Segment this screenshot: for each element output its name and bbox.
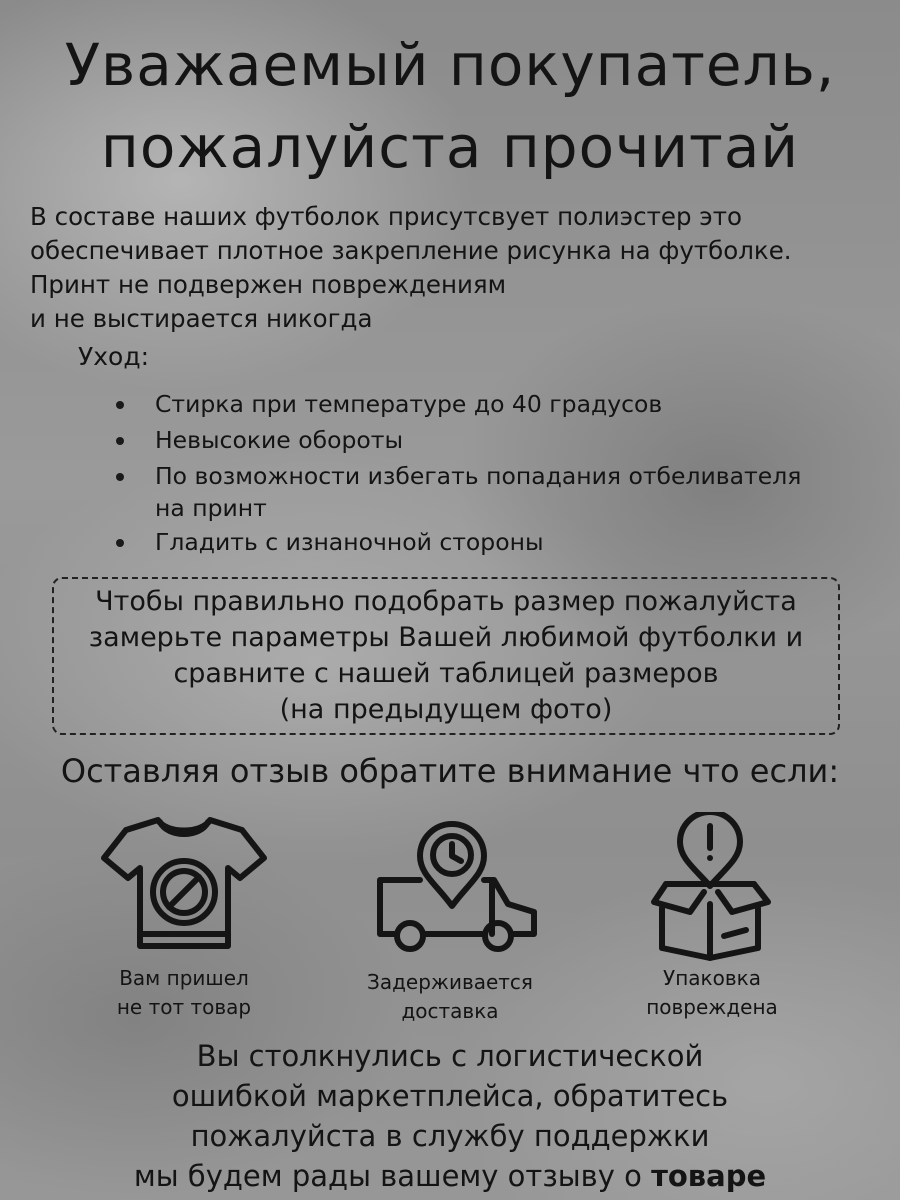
size-note-line: сравните с нашей таблицей размеров [173, 658, 719, 689]
damaged-box-icon [650, 812, 772, 966]
page-subtitle: пожалуйста прочитай [100, 113, 800, 181]
review-heading: Оставляя отзыв обратите внимание что если: [60, 752, 840, 790]
closing-line: ошибкой маркетплейса, обратитесь [171, 1079, 729, 1113]
care-list-item [110, 460, 801, 524]
case-caption-line: доставка [401, 999, 499, 1023]
care-list-item [110, 526, 801, 558]
case-caption-line: Вам пришел [119, 966, 249, 990]
case-caption-wrong-item [94, 964, 274, 1022]
case-caption-line: Задерживается [367, 970, 533, 994]
case-caption-line: Упаковка [663, 966, 761, 990]
care-list-item [110, 424, 801, 456]
intro-line: Принт не подвержен повреждениям [30, 270, 507, 299]
case-caption-line: повреждена [646, 995, 778, 1019]
care-item-text-continued: на принт [155, 494, 267, 522]
care-list [110, 388, 801, 562]
care-item-text: Стирка при температуре до 40 градусов [155, 390, 663, 418]
delivery-truck-clock-icon [374, 818, 544, 962]
care-list-item [110, 388, 801, 420]
care-item-text: По возможности избегать попадания отбеливателя [155, 462, 802, 490]
size-note-line: (на предыдущем фото) [279, 694, 613, 725]
care-item-text: Гладить с изнаночной стороны [155, 528, 544, 556]
intro-line: В составе наших футболок присутсвует полиэстер это [30, 202, 742, 231]
size-note-line: замерьте параметры Вашей любимой футболки и [88, 622, 804, 653]
intro-paragraph [30, 200, 890, 336]
closing-emphasis: товаре [651, 1159, 767, 1193]
case-caption-line: не тот товар [116, 995, 252, 1019]
tshirt-prohibited-icon [98, 812, 270, 958]
intro-line: обеспечивает плотное закрепление рисунка на футболке. [30, 236, 792, 265]
closing-line: пожалуйста в службу поддержки [190, 1119, 710, 1153]
closing-message [0, 1036, 900, 1196]
care-item-text: Невысокие обороты [155, 426, 404, 454]
size-note-text [52, 584, 840, 728]
case-caption-delayed-delivery [350, 968, 550, 1026]
closing-line-final [0, 1156, 900, 1196]
intro-line: и не выстирается никогда [30, 304, 373, 333]
case-caption-damaged-package [612, 964, 812, 1022]
closing-line: Вы столкнулись с логистической [196, 1039, 704, 1073]
size-note-line: Чтобы правильно подобрать размер пожалуйста [95, 586, 797, 617]
closing-line-text: мы будем рады вашему отзыву о [133, 1159, 652, 1193]
care-heading: Уход: [78, 342, 150, 371]
page-title: Уважаемый покупатель, [64, 31, 836, 99]
